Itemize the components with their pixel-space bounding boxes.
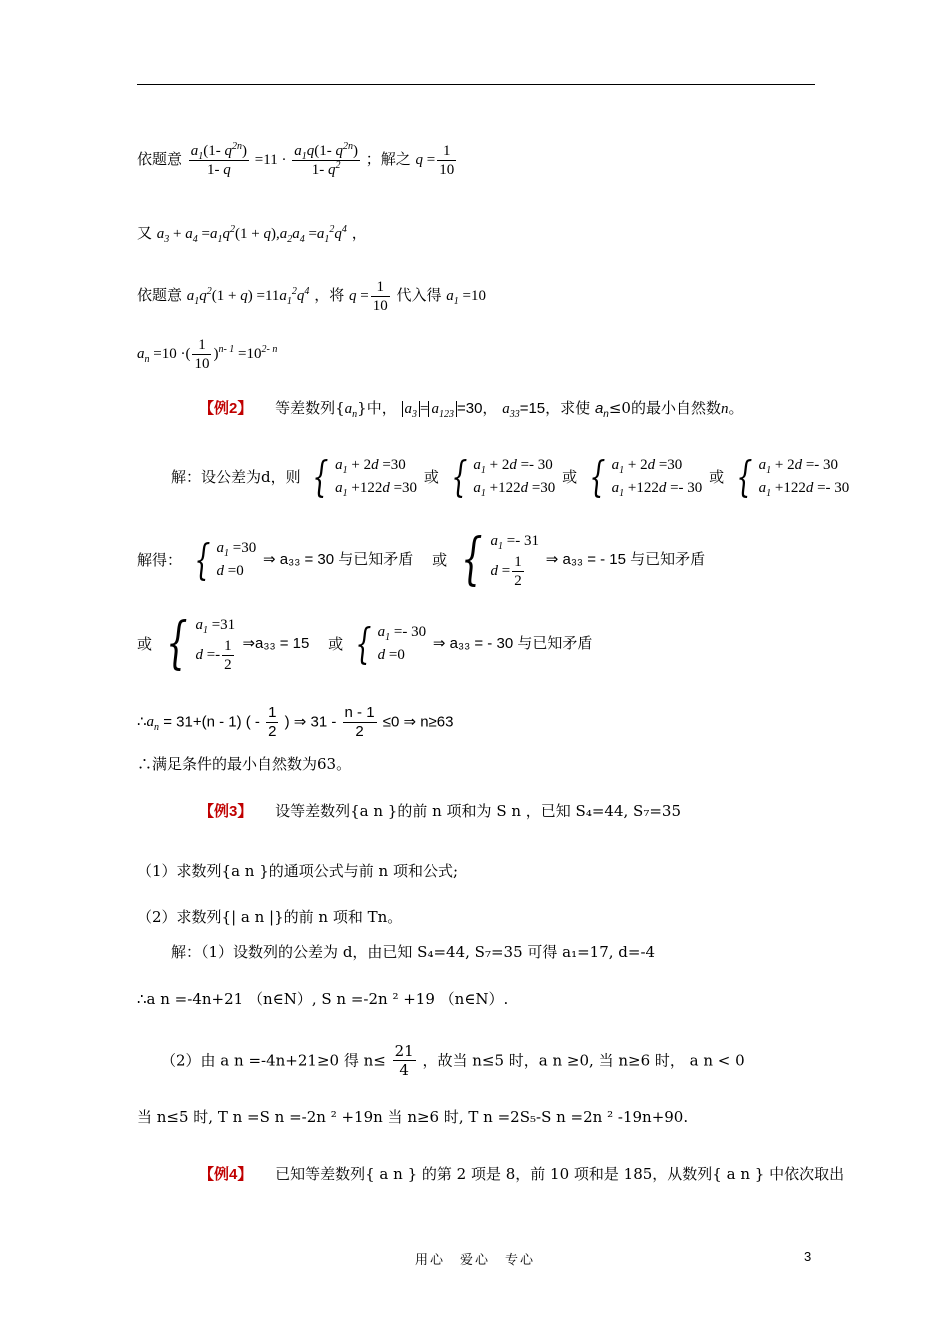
solved-line-2: 或 { $a_1 =31$ d =- $\frac{1}{2}$ ⇒a₃₃ = 15 或 { $a_1 =- 30$ d =0 ⇒ a₃₃ = - 30 与已知矛盾 xyxy=(137,611,593,676)
text: ⇒ a₃₃ = - 15 与已知矛盾 xyxy=(545,551,706,568)
text: 又 xyxy=(137,224,153,242)
solution-1: 解：（1）设数列的公差为 d，由已知 S₄=44, S₇=35 可得 a₁=17, d=-4 xyxy=(171,943,656,961)
solved-line-1: 解得： { $a_1 =30$ d =0 ⇒ a₃₃ = 30 与已知矛盾 或 { $a_1 =- 31$ d = $\frac{1}{2}$ ⇒ a₃₃ = - 15 与已知矛盾 xyxy=(137,527,706,592)
eq-line-2: 又 $a_3 + a_4 =a_1q^2(1 + q),a_2a_4 =a_1^2q^4$ ， xyxy=(137,224,367,245)
text: ≤0的最小自然数 xyxy=(608,399,721,417)
text: 。 xyxy=(728,399,744,417)
text: 依题意 xyxy=(137,149,183,168)
text: =15，求使 xyxy=(519,400,591,417)
text: }中， xyxy=(357,399,397,417)
text: ，故当 n≤5 时，a n ≥0, 当 n≥6 时， a n < 0 xyxy=(422,1051,745,1070)
text: 解得： xyxy=(137,551,183,569)
text: 或 xyxy=(328,635,344,653)
text: 已知等差数列{ a n } 的第 2 项是 8，前 10 项和是 185，从数列{ a n } 中依次取出 xyxy=(275,1165,845,1183)
text: 或 xyxy=(709,468,725,486)
therefore-line-2: ∴满足条件的最小自然数为63。 xyxy=(137,755,352,773)
header-rule xyxy=(137,84,815,85)
eq-line-4: $a_n =10$ ·( $\frac{1}{10}$ )$^{n- 1} =10^{2- n}$ xyxy=(137,337,278,372)
question-2: （2）求数列{| a n |}的前 n 项和 Tn。 xyxy=(137,908,403,926)
text: 解：设公差为d，则 xyxy=(171,468,301,486)
question-1: （1）求数列{a n }的通项公式与前 n 项和公式; xyxy=(137,862,459,880)
text: 或 xyxy=(432,551,448,569)
text: 设等差数列{a n }的前 n 项和为 S n ，已知 S₄=44, S₇=35 xyxy=(275,802,681,820)
text: 或 xyxy=(137,635,153,653)
eq-line-3: 依题意 $a_1q^2(1 + q) =11a_1^2q^4$ ，将 q = $\frac{1}{10}$ 代入得 $a_1 =10$ xyxy=(137,279,487,314)
solution-2: ∴a n =-4n+21 （n∈N）, S n =-2n ² +19 （n∈N）. xyxy=(137,990,509,1008)
text: 或 xyxy=(562,468,578,486)
solution-4: 当 n≤5 时, T n =S n =-2n ² +19n 当 n≥6 时, T n =2S₅-S n =2n ² -19n+90. xyxy=(137,1108,689,1126)
text: 或 xyxy=(423,468,439,486)
eq-line-1: 依题意 $\frac{a_1(1- q^{2n})}{1- q}$ =11 · $\frac{a_1q(1- q^{2n})}{1- q^2}$ ；解之 q = $\frac{1}{10}$ xyxy=(137,141,455,178)
text: ；解之 xyxy=(365,149,411,168)
example-3 xyxy=(199,800,681,823)
therefore-line-1: $\therefore a_n = 31+(n - 1)$ ( - $\frac{1}{2}$ ) ⇒ 31 - $\frac{n - 1}{2}$ ≤0 ⇒ n≥63 xyxy=(137,704,454,740)
text: = 31+(n - 1) ( - xyxy=(159,713,260,731)
text: （2）由 a n =-4n+21≥0 得 n≤ xyxy=(161,1051,386,1070)
text: 依题意 xyxy=(137,285,183,304)
text: ) ⇒ 31 - xyxy=(284,713,337,731)
example-2: 【例2】 等差数列$\{a_n\}$中， $a_3 = a_{123} =30$， $a_{33}=15$，求使 $a_n\le 0$的最小自然数n。 xyxy=(199,399,744,420)
example-4 xyxy=(199,1163,844,1186)
example-label: 【例4】 xyxy=(199,1166,253,1183)
footer-text: 用心 爱心 专心 xyxy=(414,1253,535,1268)
text: 代入得 xyxy=(396,285,442,304)
page-number: 3 xyxy=(804,1249,812,1264)
text: ⇒a₃₃ = 15 xyxy=(242,635,310,652)
text: ∴ xyxy=(137,713,147,731)
example-label: 【例2】 xyxy=(199,400,253,417)
text: ≤0 ⇒ n≥63 xyxy=(382,713,454,731)
example-label: 【例3】 xyxy=(199,803,253,820)
text: ⇒ a₃₃ = - 30 与已知矛盾 xyxy=(432,635,593,652)
text: 等差数列{ xyxy=(275,399,345,417)
text: ⇒ a₃₃ = 30 与已知矛盾 xyxy=(263,551,414,568)
solution-3: （2）由 a n =-4n+21≥0 得 n≤ $\frac{21}{4}$ ，故当 n≤5 时，a n ≥0, 当 n≥6 时， a n < 0 xyxy=(161,1042,745,1079)
solution-systems: 解：设公差为d，则 { $a_1 + 2d =30$ $a_1 +122d =30$ 或 { $a_1 + 2d =- 30$ $a_1 +122d =30$ 或 { $a_1 + 2d =30$ $a_1 +122d =- 30$ 或 { $a_1 + 2d =- 30$ $a_1 +122d =- 30$ xyxy=(171,452,850,501)
text: =30， xyxy=(456,400,498,417)
text: ，将 xyxy=(314,285,345,304)
